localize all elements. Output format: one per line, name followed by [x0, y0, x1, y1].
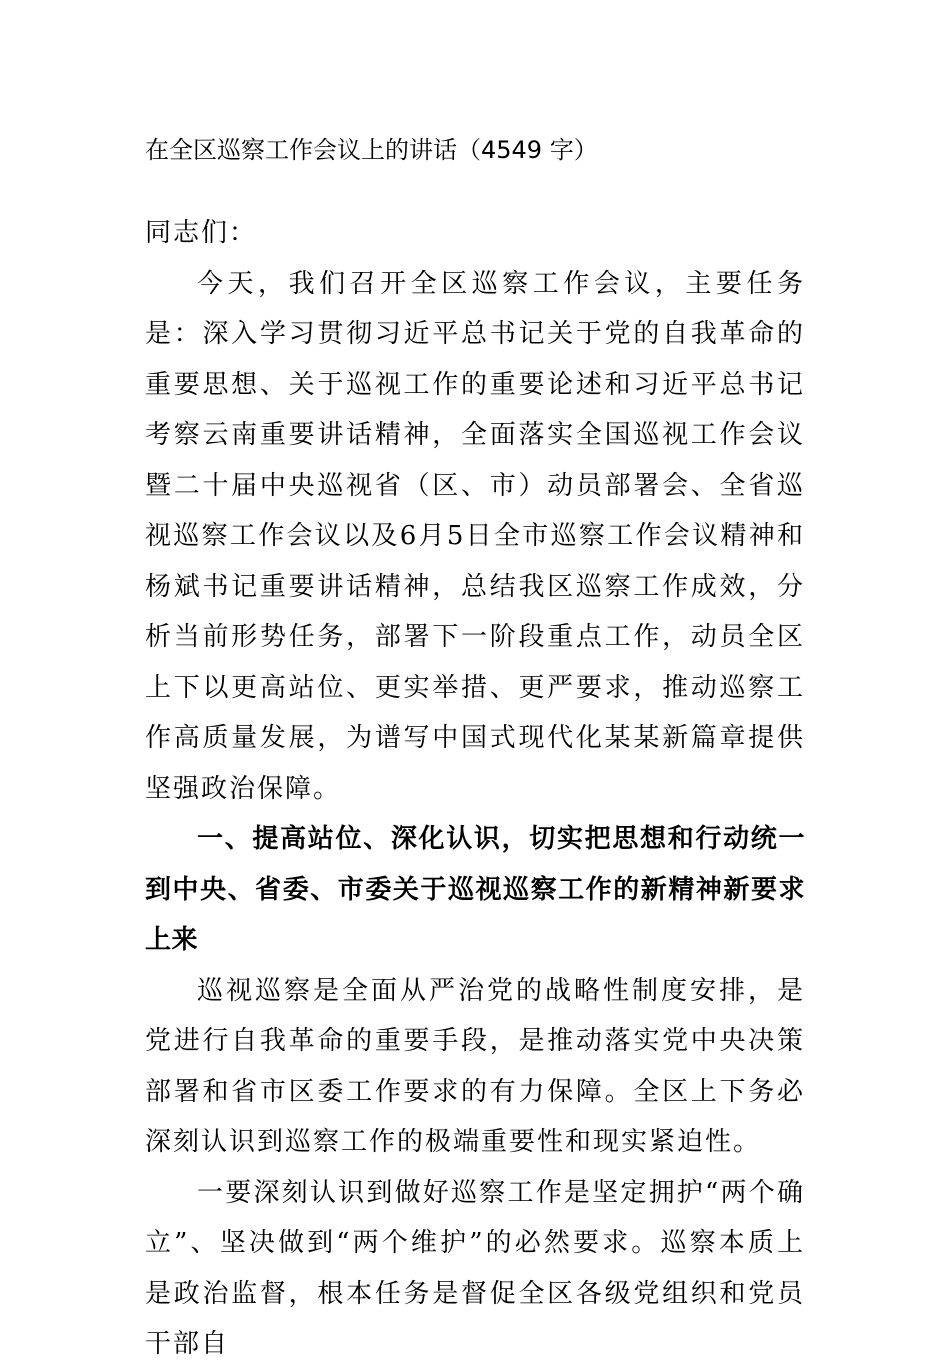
section-paragraph: 一要深刻认识到做好巡察工作是坚定拥护“两个确立”、坚决做到“两个维护”的必然要求。巡察本质上是政治监督，根本任务是督促全区各级党组织和党员干部自	[145, 1177, 805, 1359]
document-title: 在全区巡察工作会议上的讲话（4549 字）	[145, 136, 598, 164]
salutation: 同志们：	[145, 218, 258, 248]
section-paragraph: 巡视巡察是全面从严治党的战略性制度安排，是党进行自我革命的重要手段，是推动落实党中央决策部署和省市区委工作要求的有力保障。全区上下务必深刻认识到巡察工作的极端重要性和现实紧迫性。	[145, 975, 805, 1157]
document-body	[145, 208, 805, 1370]
opening-paragraph: 今天，我们召开全区巡察工作会议，主要任务是：深入学习贯彻习近平总书记关于党的自我革命的重要思想、关于巡视工作的重要论述和习近平总书记考察云南重要讲话精神，全面落实全国巡视工作会议暨二十届中央巡视省（区、市）动员部署会、全省巡视巡察工作会议以及6月5日全市巡察工作会议精神和杨斌书记重要讲话精神，总结我区巡察工作成效，分析当前形势任务，部署下一阶段重点工作，动员全区上下以更高站位、更实举措、更严要求，推动巡察工作高质量发展，为谱写中国式现代化某某新篇章提供坚强政治保障。	[145, 268, 805, 804]
section-heading: 一、提高站位、深化认识，切实把思想和行动统一到中央、省委、市委关于巡视巡察工作的新精神新要求上来	[145, 824, 805, 955]
